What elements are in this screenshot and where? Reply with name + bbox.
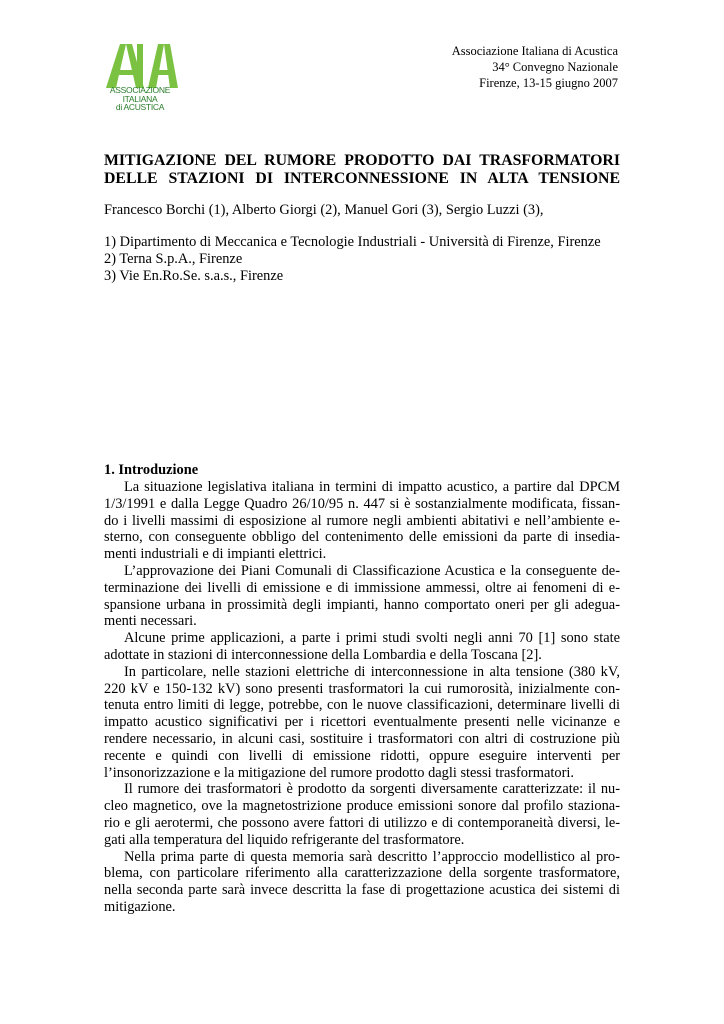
body-line: rendere necessario, in alcuni casi, sostituire i trasformatori con altri di costruzione più: [104, 730, 620, 747]
paragraph-4: [104, 664, 620, 782]
header-location-date: Firenze, 13-15 giugno 2007: [479, 76, 618, 90]
body-line: gati alla temperatura del liquido refrigerante del trasformatore.: [104, 831, 465, 848]
logo-line-2: ITALIANA: [122, 93, 158, 104]
body-line: cleo magnetico, ove la magnetostrizione produce emissioni sonore dal profilo staziona-: [104, 798, 620, 815]
authors: Francesco Borchi (1), Alberto Giorgi (2), Manuel Gori (3), Sergio Luzzi (3),: [104, 202, 544, 218]
affiliation-2: 2) Terna S.p.A., Firenze: [104, 251, 243, 267]
body-line: do i livelli massimi di esposizione al rumore negli ambienti abitativi e nell’ambiente e-: [104, 512, 620, 529]
aia-logo-mark: [100, 42, 178, 88]
body-line: Alcune prime applicazioni, a parte i primi studi svolti negli anni 70 [1] sono state: [124, 630, 620, 647]
body-line: rio e gli aerotermi, che possono avere fattori di utilizzo e di contemporaneità diversi, le-: [104, 814, 620, 831]
affiliation-1: 1) Dipartimento di Meccanica e Tecnologie Industriali - Università di Firenze, Firenze: [104, 234, 601, 250]
body-line: l’insonorizzazione e la mitigazione del rumore prodotto dagli stessi trasformatori.: [104, 764, 574, 781]
body-line: terminazione dei livelli di emissione e di immissione ammessi, oltre ai fenomeni di e-: [104, 579, 620, 596]
body-line: 1/3/1991 e dalla Legge Quadro 26/10/95 n. 447 si è sostanzialmente modificata, fissan-: [104, 495, 620, 512]
body-line: mitigazione.: [104, 898, 176, 915]
logo-line-3: di ACUSTICA: [115, 102, 165, 112]
body-line: menti industriali e di impianti elettrici.: [104, 546, 327, 563]
paragraph-1: [104, 479, 620, 563]
body-line: blema, con particolare riferimento alla caratterizzazione della sorgente trasformatore,: [104, 865, 620, 882]
body-line: impatto acustico significativi per i ricettori eventualmente presenti nelle vicinanze e: [104, 714, 620, 731]
body-line: Il rumore dei trasformatori è prodotto da sorgenti diversamente caratterizzate: il nu-: [124, 781, 620, 798]
body-line: La situazione legislativa italiana in termini di impatto acustico, a partire dal DPCM: [124, 479, 620, 495]
body-line: Nella prima parte di questa memoria sarà descritto l’approccio modellistico al pro-: [124, 848, 620, 865]
paragraph-2: [104, 563, 620, 630]
body-line: spansione urbana in prossimità degli impianti, hanno comportato oneri per gli adegua-: [104, 596, 620, 613]
body-line: adottate in stazioni di interconnessione della Lombardia e della Toscana [2].: [104, 646, 542, 663]
title-line-1: MITIGAZIONE DEL RUMORE PRODOTTO DAI TRASFORMATORI: [104, 152, 620, 169]
aia-logo-text: [102, 86, 178, 112]
body-line: nella seconda parte sarà invece descritta la fase di progettazione acustica dei sistemi di: [104, 882, 620, 899]
affiliation-3: 3) Vie En.Ro.Se. s.a.s., Firenze: [104, 268, 284, 284]
header-association: Associazione Italiana di Acustica: [451, 44, 618, 58]
body-line: In particolare, nelle stazioni elettriche di interconnessione in alta tensione (380 kV,: [124, 663, 620, 680]
paper-title: [104, 152, 620, 188]
body-line: 220 kV e 150-132 kV) sono presenti trasformatori la cui rumorosità, inizialmente con-: [104, 680, 620, 697]
body-line: menti necessari.: [104, 613, 197, 630]
body-line: sterno, con conseguente obbligo del contenimento delle emissioni da parte di insedia-: [104, 529, 620, 546]
body-text: [104, 479, 620, 916]
paragraph-5: [104, 781, 620, 848]
body-line: recente e quindi con livelli di emissione ridotti, oppure eseguire interventi per: [104, 747, 620, 764]
affiliations: [104, 234, 601, 285]
logo-line-1: ASSOCIAZIONE: [109, 85, 171, 95]
title-line-2: DELLE STAZIONI DI INTERCONNESSIONE IN ALTA TENSIONE: [104, 170, 620, 187]
conference-header: [452, 43, 618, 91]
paragraph-3: [104, 630, 620, 664]
body-line: L’approvazione dei Piani Comunali di Classificazione Acustica e la conseguente de-: [124, 562, 620, 579]
paragraph-6: [104, 849, 620, 916]
header-conference: 34° Convegno Nazionale: [492, 60, 618, 74]
aia-logo: [100, 42, 178, 122]
section-heading: 1. Introduzione: [104, 462, 199, 478]
body-line: tenuta entro limiti di legge, potrebbe, con le nuove classificazioni, determinare livelli di: [104, 697, 620, 714]
